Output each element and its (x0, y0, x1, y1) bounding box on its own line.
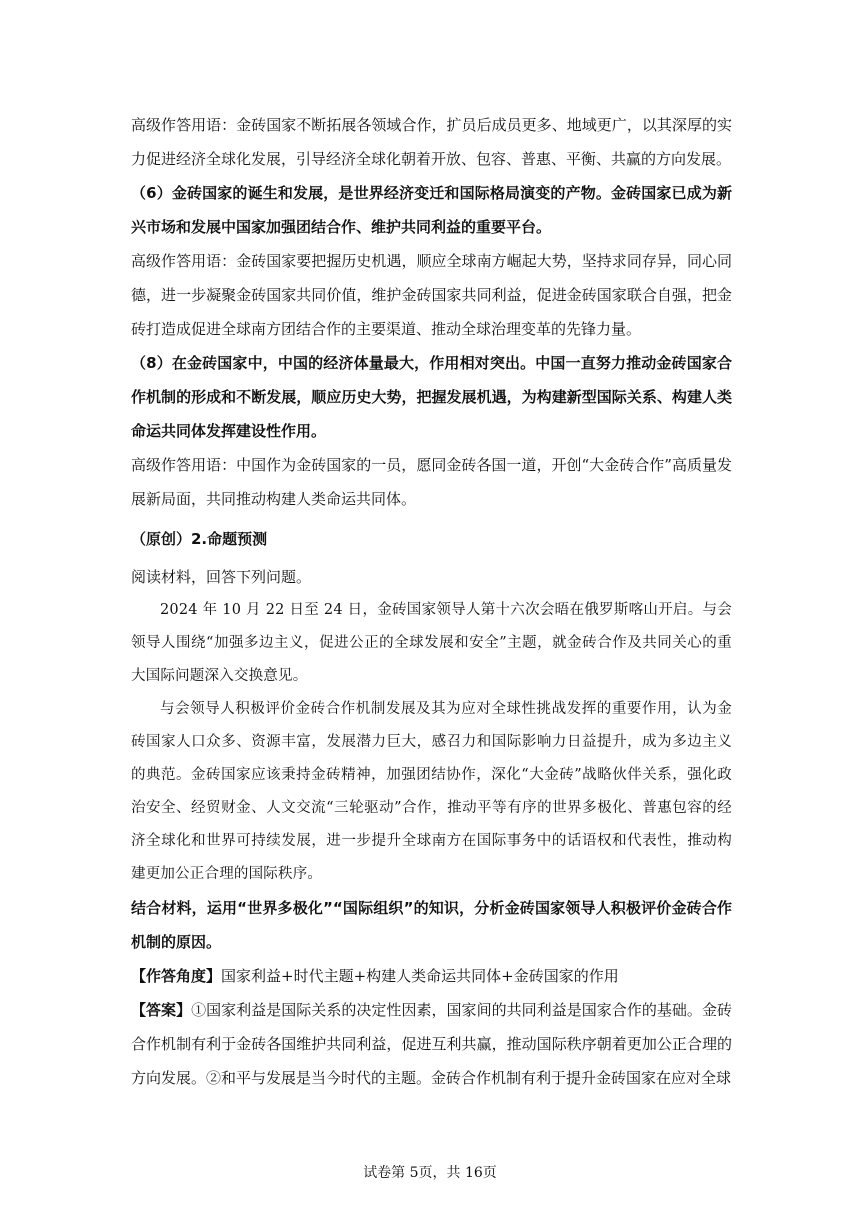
section-title: （原创）2.命题预测 (131, 530, 268, 548)
answer (131, 993, 732, 1095)
page-footer: 试卷第 5页，共 16页 (363, 1165, 497, 1181)
answer-text: ①国家利益是国际关系的决定性因素，国家间的共同利益是国家合作的基础。金砖合作机制有利于金砖各国维护共同利益，促进互利共赢，推动国际秩序朝着更加公正合理的方向发展。②和平与发展是当今时代的主题。金砖合作机制有利于提升金砖国家在应对全球 (131, 1001, 732, 1087)
material-paragraph-2: 与会领导人积极评价金砖合作机制发展及其为应对全球性挑战发挥的重要作用，认为金砖国家人口众多、资源丰富，发展潜力巨大，感召力和国际影响力日益提升，成为多边主义的典范。金砖国家应该秉持金砖精神，加强团结协作，深化“大金砖”战略伙伴关系，强化政治安全、经贸财金、人文交流“三轮驱动”合作，推动平等有序的世界多极化、普惠包容的经济全球化和世界可持续发展，进一步提升全球南方在国际事务中的话语权和代表性，推动构建更加公正合理的国际秩序。 (131, 701, 732, 882)
instruction-text: 阅读材料，回答下列问题。 (131, 568, 312, 586)
key-point-6: （6）金砖国家的诞生和发展，是世界经济变迁和国际格局演变的产物。金砖国家已成为新兴市场和发展中国家加强团结合作、维护共同利益的重要平台。 (131, 184, 732, 236)
material-paragraph-1: 2024 年 10 月 22 日至 24 日，金砖国家领导人第十六次会晤在俄罗斯喀山开启。与会领导人围绕“加强多边主义，促进公正的全球发展和安全”主题，就金砖合作及共同关心的重大国际问题深入交换意见。 (131, 602, 732, 684)
key-point-8: （8）在金砖国家中，中国的经济体量最大，作用相对突出。中国一直努力推动金砖国家合作机制的形成和不断发展，顺应历史大势，把握发展机遇，为构建新型国际关系、构建人类命运共同体发挥建设性作用。 (131, 354, 732, 440)
question-text: 结合材料，运用“世界多极化”“国际组织”的知识，分析金砖国家领导人积极评价金砖合作机制的原因。 (131, 899, 732, 951)
advanced-answer-paragraph-1: 高级作答用语：金砖国家不断拓展各领域合作，扩员后成员更多、地域更广，以其深厚的实力促进经济全球化发展，引导经济全球化朝着开放、包容、普惠、平衡、共赢的方向发展。 (131, 116, 732, 168)
answer-angle-label: 【作答角度】 (131, 967, 222, 985)
answer-angle (131, 959, 732, 993)
answer-label: 【答案】 (131, 1001, 192, 1019)
page-content (131, 108, 732, 1095)
advanced-answer-paragraph-3: 高级作答用语：中国作为金砖国家的一员，愿同金砖各国一道，开创“大金砖合作”高质量发展新局面，共同推动构建人类命运共同体。 (131, 456, 732, 508)
advanced-answer-paragraph-2: 高级作答用语：金砖国家要把握历史机遇，顺应全球南方崛起大势，坚持求同存异，同心同德，进一步凝聚金砖国家共同价值，维护金砖国家共同利益，促进金砖国家联合自强，把金砖打造成促进全球南方团结合作的主要渠道、推动全球治理变革的先锋力量。 (131, 252, 732, 338)
answer-angle-text: 国家利益+时代主题+构建人类命运共同体+金砖国家的作用 (221, 967, 619, 985)
